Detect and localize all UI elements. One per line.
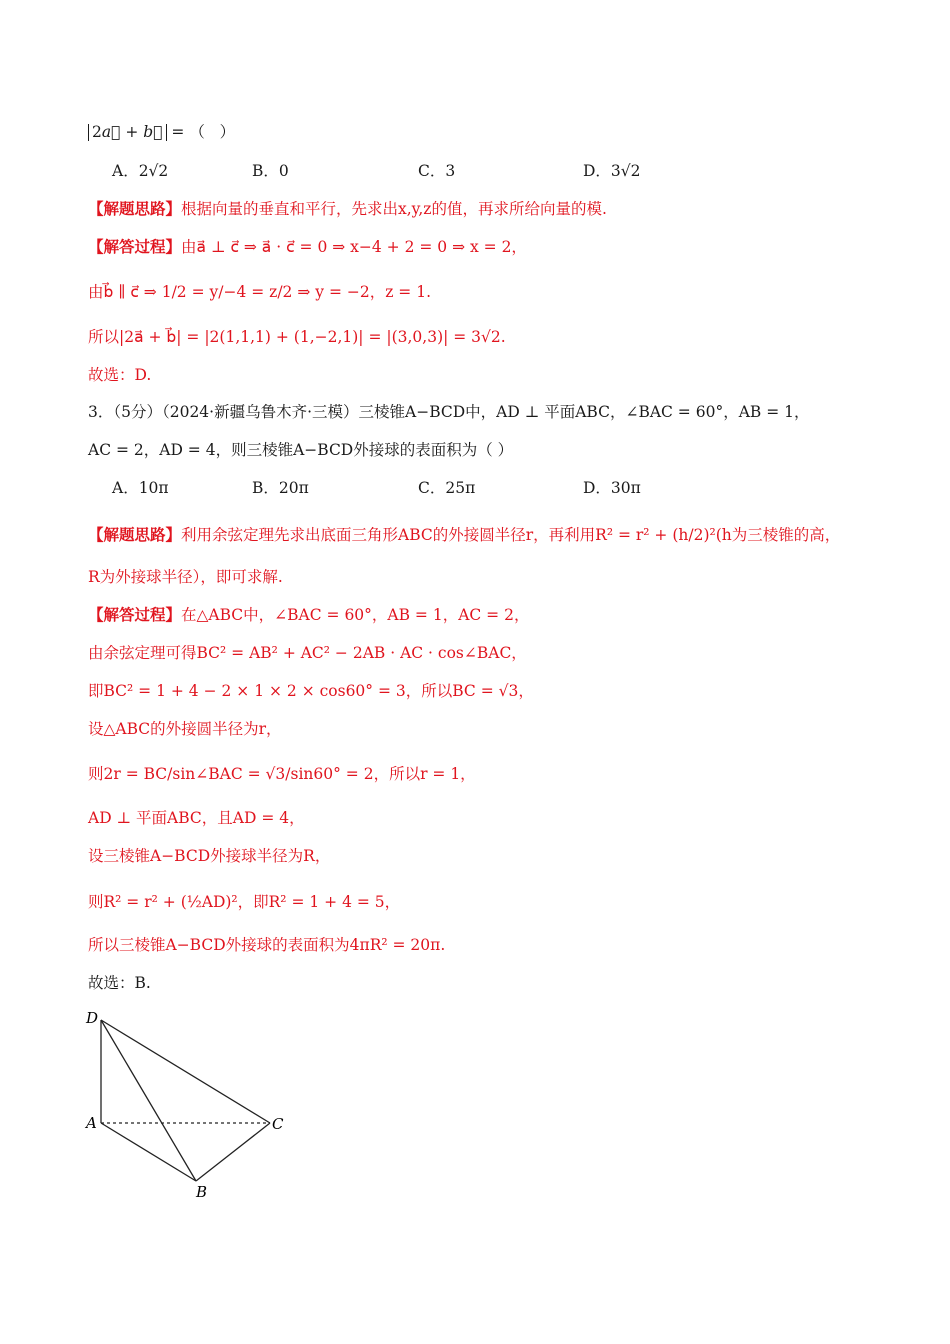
vertex-label-b: B (196, 1183, 208, 1201)
q2-proc-2: 由b⃗ ∥ c⃗ ⇒ 1/2 = y/−4 = z/2 ⇒ y = −2，z = 1. (88, 283, 432, 301)
q2-idea-tag: 【解题思路】 (88, 199, 182, 218)
q2-idea-text: 根据向量的垂直和平行，先求出x,y,z的值，再求所给向量的模. (181, 200, 607, 218)
q3-proc-3: 即BC² = 1 + 4 − 2 × 1 × 2 × cos60° = 3，所以BC = √3， (88, 682, 534, 700)
figure-edges (101, 1020, 270, 1181)
q3-proc-1 (88, 605, 529, 625)
edge-ab (101, 1123, 196, 1181)
q3-option-d: D．30π (583, 479, 641, 497)
q2-proc-tag: 【解答过程】 (88, 237, 182, 256)
vertex-label-c: C (272, 1115, 284, 1133)
edge-dc (101, 1020, 270, 1123)
q3-option-a: A．10π (112, 479, 169, 497)
q3-option-c: C．25π (418, 479, 476, 497)
q3-proc-tag: 【解答过程】 (88, 605, 182, 624)
q3-stem-2: AC = 2，AD = 4，则三棱锥A−BCD外接球的表面积为（ ） (88, 441, 514, 459)
tetrahedron-figure (80, 1000, 310, 1205)
q3-idea-tag: 【解题思路】 (88, 525, 182, 544)
q3-idea-1 (88, 525, 840, 545)
q3-proc-6: AD ⊥ 平面ABC，且AD = 4， (88, 809, 305, 827)
q3-idea-1-text: 利用余弦定理先求出底面三角形ABC的外接圆半径r，再利用R² = r² + (h/2)²(h为三棱锥的高， (181, 526, 841, 544)
q3-proc-8: 则R² = r² + (½AD)²，即R² = 1 + 4 = 5， (88, 893, 401, 911)
q2-option-b: B．0 (252, 162, 289, 180)
q3-answer: 故选：B. (88, 974, 151, 992)
q2-answer: 故选：D. (88, 366, 152, 384)
q2-option-c: C．3 (418, 162, 456, 180)
edge-bc (196, 1123, 270, 1181)
q2-stem-text: 2a⃗ + b⃗ = （ ） (88, 123, 235, 141)
q3-proc-2: 由余弦定理可得BC² = AB² + AC² − 2AB · AC · cos∠BAC， (88, 644, 527, 662)
q3-stem-1: 3．（5分）（2024·新疆乌鲁木齐·三模）三棱锥A−BCD中，AD ⊥ 平面ABC，∠BAC = 60°，AB = 1， (88, 403, 810, 421)
q3-option-b: B．20π (252, 479, 309, 497)
edge-db (101, 1020, 196, 1181)
q3-proc-7: 设三棱锥A−BCD外接球半径为R， (88, 847, 331, 865)
q3-idea-2: R为外接球半径），即可求解. (88, 568, 283, 586)
q3-proc-4: 设△ABC的外接圆半径为r， (88, 720, 282, 738)
q2-stem-tail (88, 122, 235, 142)
q3-proc-5: 则2r = BC/sin∠BAC = √3/sin60° = 2，所以r = 1， (88, 765, 476, 783)
q3-proc-1-text: 在△ABC中，∠BAC = 60°，AB = 1，AC = 2， (181, 606, 530, 624)
q2-proc-1-text: 由a⃗ ⊥ c⃗ ⇒ a⃗ · c⃗ = 0 ⇒ x−4 + 2 = 0 ⇒ x = 2， (181, 238, 527, 256)
q3-proc-9: 所以三棱锥A−BCD外接球的表面积为4πR² = 20π. (88, 936, 446, 954)
q2-option-a: A．2√2 (112, 162, 169, 180)
q2-idea (88, 199, 607, 219)
vertex-label-d: D (86, 1009, 99, 1027)
q2-proc-1 (88, 237, 527, 257)
q2-proc-3: 所以|2a⃗ + b⃗| = |2(1,1,1) + (1,−2,1)| = |(3,0,3)| = 3√2. (88, 328, 506, 346)
q2-option-d: D．3√2 (583, 162, 641, 180)
vertex-label-a: A (86, 1114, 97, 1132)
